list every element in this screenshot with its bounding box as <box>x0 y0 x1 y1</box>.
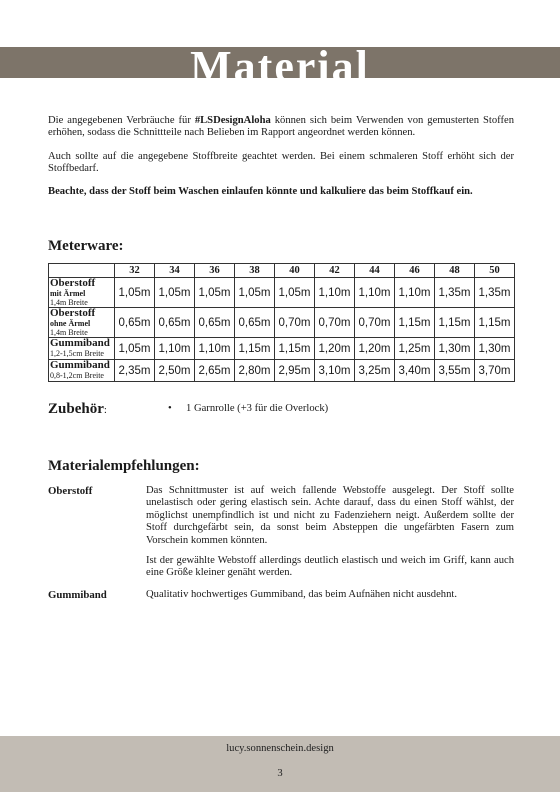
table-cell: 0,65m <box>115 308 155 338</box>
row-variant: ohne Ärmel <box>50 319 91 328</box>
table-cell: 1,30m <box>475 338 515 360</box>
table-cell: 1,30m <box>435 338 475 360</box>
row-material: Gummiband <box>50 337 110 349</box>
table-cell: 0,65m <box>195 308 235 338</box>
brand-hashtag: #LSDesignAloha <box>194 115 271 126</box>
row-material: Oberstoff <box>50 277 96 289</box>
row-material: Gummiband <box>50 359 110 371</box>
table-cell: 1,15m <box>275 338 315 360</box>
table-cell: 1,35m <box>435 278 475 308</box>
table-cell: 1,20m <box>315 338 355 360</box>
table-cell: 1,05m <box>115 338 155 360</box>
table-cell: 3,55m <box>435 360 475 382</box>
meterware-heading: Meterware: <box>48 238 124 254</box>
intro-paragraph-2: Auch sollte auf die angegebene Stoffbreite geachtet werden. Bei einem schmaleren Stoff erhöht sich der Stoffbedarf. <box>48 151 514 175</box>
table-cell: 3,10m <box>315 360 355 382</box>
gummiband-label: Gummiband <box>48 589 107 601</box>
table-cell: 1,05m <box>115 278 155 308</box>
table-cell: 3,25m <box>355 360 395 382</box>
table-cell: 2,50m <box>155 360 195 382</box>
table-row <box>49 278 515 308</box>
row-width: 1,4m Breite <box>50 328 88 337</box>
table-cell: 1,05m <box>235 278 275 308</box>
table-cell: 0,70m <box>355 308 395 338</box>
size-header: 38 <box>235 264 275 278</box>
table-cell: 2,80m <box>235 360 275 382</box>
materialempfehlungen-heading: Materialempfehlungen: <box>48 458 200 474</box>
table-cell: 1,15m <box>435 308 475 338</box>
table-cell: 1,05m <box>275 278 315 308</box>
table-cell: 0,70m <box>275 308 315 338</box>
table-cell: 2,95m <box>275 360 315 382</box>
table-cell: 0,65m <box>155 308 195 338</box>
size-header-row <box>49 264 515 278</box>
bullet-icon: • <box>168 403 172 414</box>
table-row <box>49 360 515 382</box>
fabric-requirements-table <box>48 263 515 382</box>
table-row <box>49 338 515 360</box>
intro-p1-start: Die angegebenen Verbräuche für <box>48 115 195 126</box>
size-header: 44 <box>355 264 395 278</box>
intro-paragraph-1 <box>48 115 514 140</box>
zubehoer-heading <box>48 401 107 418</box>
table-cell: 0,65m <box>235 308 275 338</box>
zubehoer-colon: : <box>103 404 107 416</box>
oberstoff-text-1: Das Schnittmuster ist auf weich fallende Webstoffe ausgelegt. Der Stoff sollte unelastisch oder gering elastisch sein. Achte darauf, dass du einen Stoff wählst, der möglichst unempfindlich ist und nicht zu Fadenziehern neigt. Außerdem sollte der Stoff durchgefärbt sein, da sonst beim Absteppen die ungefärbten Fasern zum Vorschein kommen könnten. <box>146 485 514 546</box>
table-cell: 1,15m <box>235 338 275 360</box>
size-header: 32 <box>115 264 155 278</box>
page-number: 3 <box>277 768 283 779</box>
intro-p1-end: können sich beim Verwenden von gemusterten Stoffen erhöhen, sodass die Schnittteile nach Belieben im Rapport angeordnet werden können. <box>48 115 515 139</box>
table-cell: 0,70m <box>315 308 355 338</box>
table-cell: 1,25m <box>395 338 435 360</box>
row-label <box>49 338 115 360</box>
gummiband-text: Qualitativ hochwertiges Gummiband, das beim Aufnähen nicht ausdehnt. <box>146 589 457 600</box>
row-material: Oberstoff <box>50 307 96 319</box>
table-cell: 1,10m <box>355 278 395 308</box>
table-cell: 1,10m <box>195 338 235 360</box>
size-header: 42 <box>315 264 355 278</box>
page-title: Material <box>190 42 370 81</box>
table-cell: 1,35m <box>475 278 515 308</box>
size-header: 34 <box>155 264 195 278</box>
table-cell: 3,70m <box>475 360 515 382</box>
size-header: 36 <box>195 264 235 278</box>
intro-paragraph-3: Beachte, dass der Stoff beim Waschen einlaufen könnte und kalkuliere das beim Stoffkauf ein. <box>48 186 473 197</box>
table-cell: 1,15m <box>395 308 435 338</box>
oberstoff-text-2: Ist der gewählte Webstoff allerdings deutlich elastisch und weich im Griff, kann auch eine Größe kleiner genäht werden. <box>146 555 514 579</box>
size-header: 50 <box>475 264 515 278</box>
row-width: 1,2-1,5cm Breite <box>50 349 104 358</box>
oberstoff-label: Oberstoff <box>48 485 93 497</box>
row-label <box>49 278 115 308</box>
row-width: 1,4m Breite <box>50 298 88 307</box>
row-label <box>49 308 115 338</box>
table-row <box>49 308 515 338</box>
table-cell: 1,05m <box>155 278 195 308</box>
size-header: 48 <box>435 264 475 278</box>
list-item <box>168 403 328 414</box>
table-cell: 1,10m <box>155 338 195 360</box>
table-cell: 1,20m <box>355 338 395 360</box>
table-cell: 2,65m <box>195 360 235 382</box>
footer-website: lucy.sonnenschein.design <box>226 743 334 754</box>
size-header: 46 <box>395 264 435 278</box>
zubehoer-list <box>168 403 328 414</box>
row-label <box>49 360 115 382</box>
table-cell: 1,05m <box>195 278 235 308</box>
size-header: 40 <box>275 264 315 278</box>
list-item-text: 1 Garnrolle (+3 für die Overlock) <box>186 403 329 414</box>
table-cell: 1,10m <box>395 278 435 308</box>
header-empty-cell <box>49 264 115 278</box>
table-cell: 3,40m <box>395 360 435 382</box>
table-cell: 1,10m <box>315 278 355 308</box>
row-width: 0,8-1,2cm Breite <box>50 371 104 380</box>
table-cell: 1,15m <box>475 308 515 338</box>
zubehoer-label-text: Zubehör <box>48 401 104 417</box>
row-variant: mit Ärmel <box>50 289 86 298</box>
table-cell: 2,35m <box>115 360 155 382</box>
